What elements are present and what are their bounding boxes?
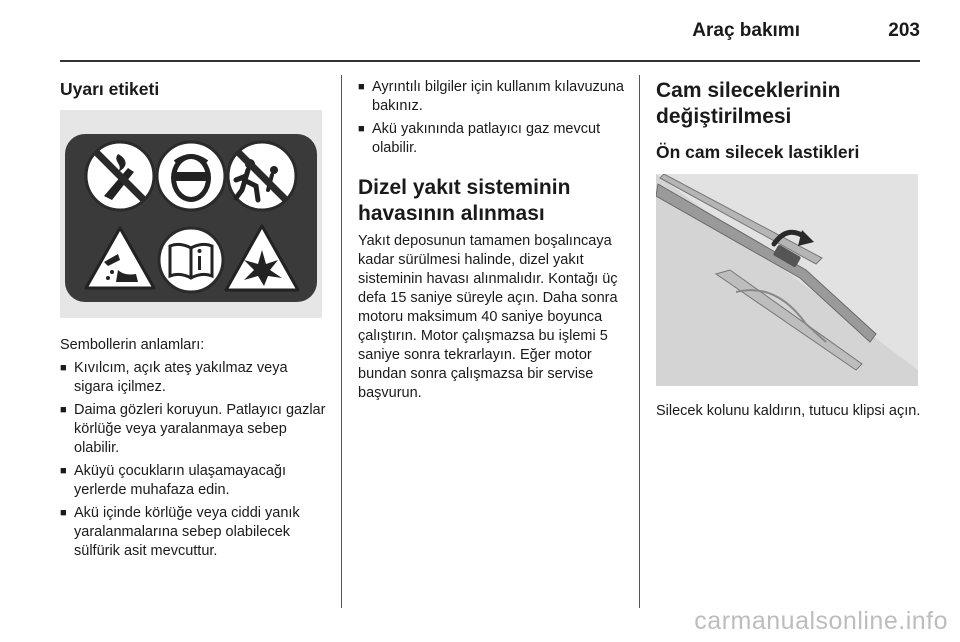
bullet-mark: ■ <box>60 404 67 416</box>
keep-away-children-icon <box>228 142 296 210</box>
bullet-mark: ■ <box>60 507 67 519</box>
battery-note-list <box>358 78 626 158</box>
warning-label-figure <box>60 110 322 318</box>
header-title: Araç bakımı <box>692 20 800 41</box>
page-number: 203 <box>888 20 920 41</box>
section-heading-wiper-replacement: Cam sileceklerinin değiştirilmesi <box>656 79 841 128</box>
read-manual-icon <box>159 228 223 292</box>
column-3 <box>656 78 922 421</box>
wiper-illustration <box>656 174 918 386</box>
warning-label-panel <box>60 110 322 318</box>
list-item: ■ Kıvılcım, açık ateş yakılmaz veya sigara içilmez. <box>60 360 288 395</box>
watermark: carmanualsonline.info <box>694 607 948 635</box>
column-2 <box>358 78 626 403</box>
list-item: ■ Ayrıntılı bilgiler için kullanım kılavuzuna bakınız. <box>358 79 624 114</box>
wiper-caption: Silecek kolunu kaldırın, tutucu klipsi açın. <box>656 403 921 419</box>
list-item: ■ Daima gözleri koruyun. Patlayıcı gazlar körlüğe veya yaralanmaya sebep olabilir. <box>60 402 326 456</box>
section-heading-diesel-bleeding: Dizel yakıt sisteminin havasının alınması <box>358 176 571 225</box>
symbol-meaning-list <box>60 359 328 561</box>
no-fire-smoking-icon <box>86 142 154 210</box>
subsection-heading-wiper-blades: Ön cam silecek lastikleri <box>656 142 860 162</box>
list-item: ■ Akü yakınında patlayıcı gaz mevcut olabilir. <box>358 121 601 156</box>
column-1 <box>60 78 328 565</box>
bullet-mark: ■ <box>358 123 365 135</box>
header-rule <box>60 60 920 62</box>
bullet-mark: ■ <box>60 465 67 477</box>
wiper-figure <box>656 174 918 386</box>
eye-protection-icon <box>157 142 225 210</box>
symbols-intro: Sembollerin anlamları: <box>60 337 205 353</box>
diesel-bleeding-body: Yakıt deposunun tamamen boşalıncaya kadar sürülmesi halinde, dizel yakıt sisteminin havası alınmalıdır. Kontağı üç defa 15 saniye süreyle açın. Daha sonra motoru maksimum 40 saniye boyunca çalıştırın. Motor çalışmazsa bu işlemi 5 saniye sonra tekrarlayın. Eğer motor bundan sonra çalışmazsa bir servise başvurun. <box>358 233 618 401</box>
bullet-mark: ■ <box>358 81 365 93</box>
list-item: ■ Aküyü çocukların ulaşamayacağı yerlerde muhafaza edin. <box>60 463 286 498</box>
column-divider <box>341 75 342 608</box>
section-heading-warning-label: Uyarı etiketi <box>60 79 160 99</box>
list-item: ■ Akü içinde körlüğe veya ciddi yanık yaralanmalarına sebep olabilecek sülfürik asit mevcuttur. <box>60 505 300 559</box>
bullet-mark: ■ <box>60 362 67 374</box>
column-divider <box>639 75 640 608</box>
